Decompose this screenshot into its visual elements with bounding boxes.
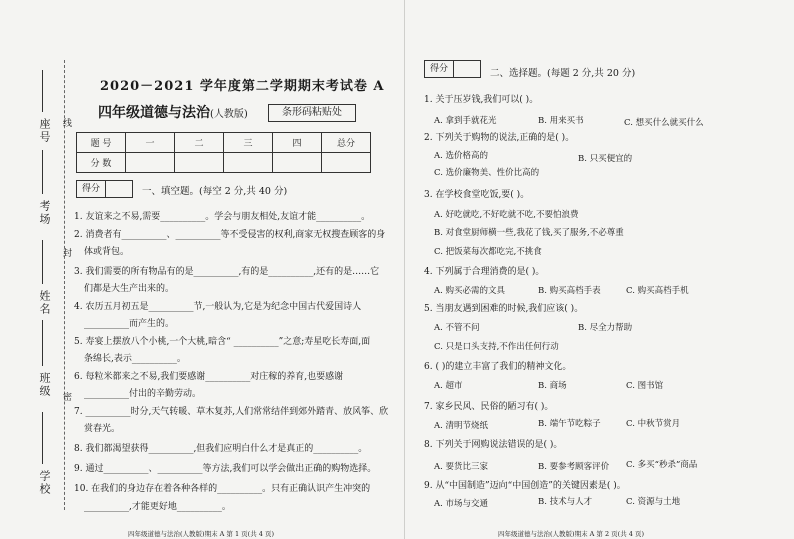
section2-score-box [424,60,481,78]
choice-option: C. 把饭菜每次都吃完,不挑食 [434,247,542,257]
choice-option: B. 购买高档手表 [538,286,601,296]
choice-option: C. 购买高档手机 [626,286,689,296]
score-table-cell [224,153,273,173]
binding-mark-feng: 封 [61,248,71,257]
score-table-cell: 四 [273,133,322,153]
fill-line: __________,才能更好地__________。 [84,502,231,512]
choice-option: B. 端午节吃粽子 [538,419,601,429]
fill-line: 条绵长,表示__________。 [84,354,186,364]
score-table-score-row [77,153,371,173]
fill-line: __________而产生的。 [84,319,175,329]
choice-option: C. 资源与土地 [626,497,681,507]
choice-option: B. 要参考顾客评价 [538,462,610,472]
name-label: 姓名 [38,290,51,316]
choice-option: C. 选价廉物美、性价比高的 [434,168,540,178]
subject-name: 四年级道德与法治 [98,105,210,121]
fill-line: 们都是大生产出来的。 [84,284,175,294]
fill-line: 5. 寿宴上摆放八个小桃,一个大桃,暗含“ __________”之意;寿星吃长寿面,面 [74,337,371,347]
fill-line: 1. 友谊来之不易,需要__________。学会与朋友相处,友谊才能__________。 [74,212,371,222]
class-label: 班级 [38,372,51,398]
choice-question: 5. 当朋友遇到困难的时候,我们应该( )。 [424,304,584,314]
score-table [76,132,371,173]
section2-heading: 二、选择题。(每题 2 分,共 20 分) [490,68,636,79]
score-table-cell: 总分 [322,133,371,153]
exam-room-label: 考场 [38,200,51,226]
page-footer-left: 四年级道德与法治(人教版)期末 A 第 1 页(共 4 页) [128,530,275,538]
binding-mark-mi: 密 [61,392,71,401]
exam-title: 2020－2021 学年度第二学期期末考试卷 A [100,79,385,94]
choice-question: 2. 下列关于购物的说法,正确的是( )。 [424,133,575,143]
choice-question: 3. 在学校食堂吃饭,要( )。 [424,190,530,200]
choice-option: C. 图书馆 [626,381,664,391]
school-label: 学校 [38,470,51,496]
choice-option: A. 购买必需的文具 [434,286,506,296]
choice-question: 4. 下列属于合理消费的是( )。 [424,267,545,277]
choice-option: B. 只买便宜的 [578,154,633,164]
score-box-label: 得分 [77,181,106,197]
fill-line: __________付出的辛勤劳动。 [84,389,202,399]
score-box-label: 得分 [425,61,454,77]
fill-line: 10. 在我们的身边存在着各种各样的__________。只有正确认识产生冲突的 [74,484,371,494]
choice-option: C. 多买“秒杀”商品 [626,460,698,470]
choice-question: 7. 家乡民风、民俗的陋习有( )。 [424,402,554,412]
choice-option: A. 市场与交通 [434,499,489,509]
choice-option: C. 只是口头支持,不作出任何行动 [434,342,559,352]
choice-question: 6. ( )的建立丰富了我们的精神文化。 [424,362,572,372]
section1-score-box [76,180,133,198]
choice-question: 1. 关于压岁钱,我们可以( )。 [424,95,539,105]
fill-line: 体或背包。 [84,247,130,257]
score-box-blank [106,181,132,197]
fill-line: 3. 我们需要的所有物品有的是__________,有的是__________,还有的是……它 [74,267,380,277]
barcode-area: 条形码粘贴处 [268,104,356,122]
choice-option: B. 用来买书 [538,116,584,126]
score-box-blank [454,61,480,77]
score-table-cell: 二 [175,133,224,153]
choice-option: C. 想买什么就买什么 [624,118,704,128]
choice-option: B. 技术与人才 [538,497,593,507]
class-line [42,320,43,366]
choice-option: C. 中秋节赏月 [626,419,681,429]
fill-line: 4. 农历五月初五是__________节,一般认为,它是为纪念中国古代爱国诗人 [74,302,362,312]
fill-line: 赏春光。 [84,424,121,434]
choice-option: B. 对食堂厨师横一些,我花了钱,买了服务,不必尊重 [434,228,624,238]
page-footer-right: 四年级道德与法治(人教版)期末 A 第 2 页(共 4 页) [498,530,645,538]
edition-label: (人教版) [210,109,248,120]
choice-option: A. 超市 [434,381,463,391]
fill-line: 9. 通过__________、__________等方法,我们可以学会做出正确的购物选择。 [74,464,377,474]
choice-option: A. 不管不问 [434,323,480,333]
choice-option: A. 拿到手就花光 [434,116,497,126]
binding-mark-line: 线 [61,118,71,127]
score-table-cell [126,153,175,173]
subject-title [98,102,248,122]
choice-question: 9. 从“中国制造”迈向“中国创造”的关键因素是( )。 [424,481,626,491]
score-table-cell: 题 号 [77,133,126,153]
fill-line: 2. 消费者有__________、__________等不受侵害的权利,商家无权搜查顾客的身 [74,230,386,240]
score-table-cell: 三 [224,133,273,153]
section1-heading: 一、填空题。(每空 2 分,共 40 分) [142,186,288,197]
score-table-cell [175,153,224,173]
fill-line: 6. 每粒米都来之不易,我们要感谢__________对庄稼的养育,也要感谢 [74,372,344,382]
choice-option: A. 好吃就吃,不好吃就不吃,不要怕浪费 [434,210,579,220]
score-table-cell [322,153,371,173]
score-table-header-row [77,133,371,153]
page-fold [404,0,405,539]
choice-option: A. 清明节烧纸 [434,421,489,431]
seat-label: 座号 [38,118,51,144]
name-line [42,240,43,284]
exam-room-line [42,150,43,194]
choice-option: A. 选价格高的 [434,151,489,161]
choice-option: A. 要货比三家 [434,462,489,472]
seat-line [42,70,43,112]
choice-option: B. 商场 [538,381,567,391]
fill-line: 7. __________时分,天气转暖、草木复苏,人们常常结伴到郊外踏青、放风筝、欣 [74,407,389,417]
school-line [42,412,43,464]
binding-line [64,60,65,510]
choice-question: 8. 下列关于网购说法错误的是( )。 [424,440,563,450]
fill-line: 8. 我们都渴望获得__________,但我们应明白什么才是真正的__________。 [74,444,368,454]
score-table-cell: 分 数 [77,153,126,173]
choice-option: B. 尽全力帮助 [578,323,633,333]
score-table-cell [273,153,322,173]
score-table-cell: 一 [126,133,175,153]
